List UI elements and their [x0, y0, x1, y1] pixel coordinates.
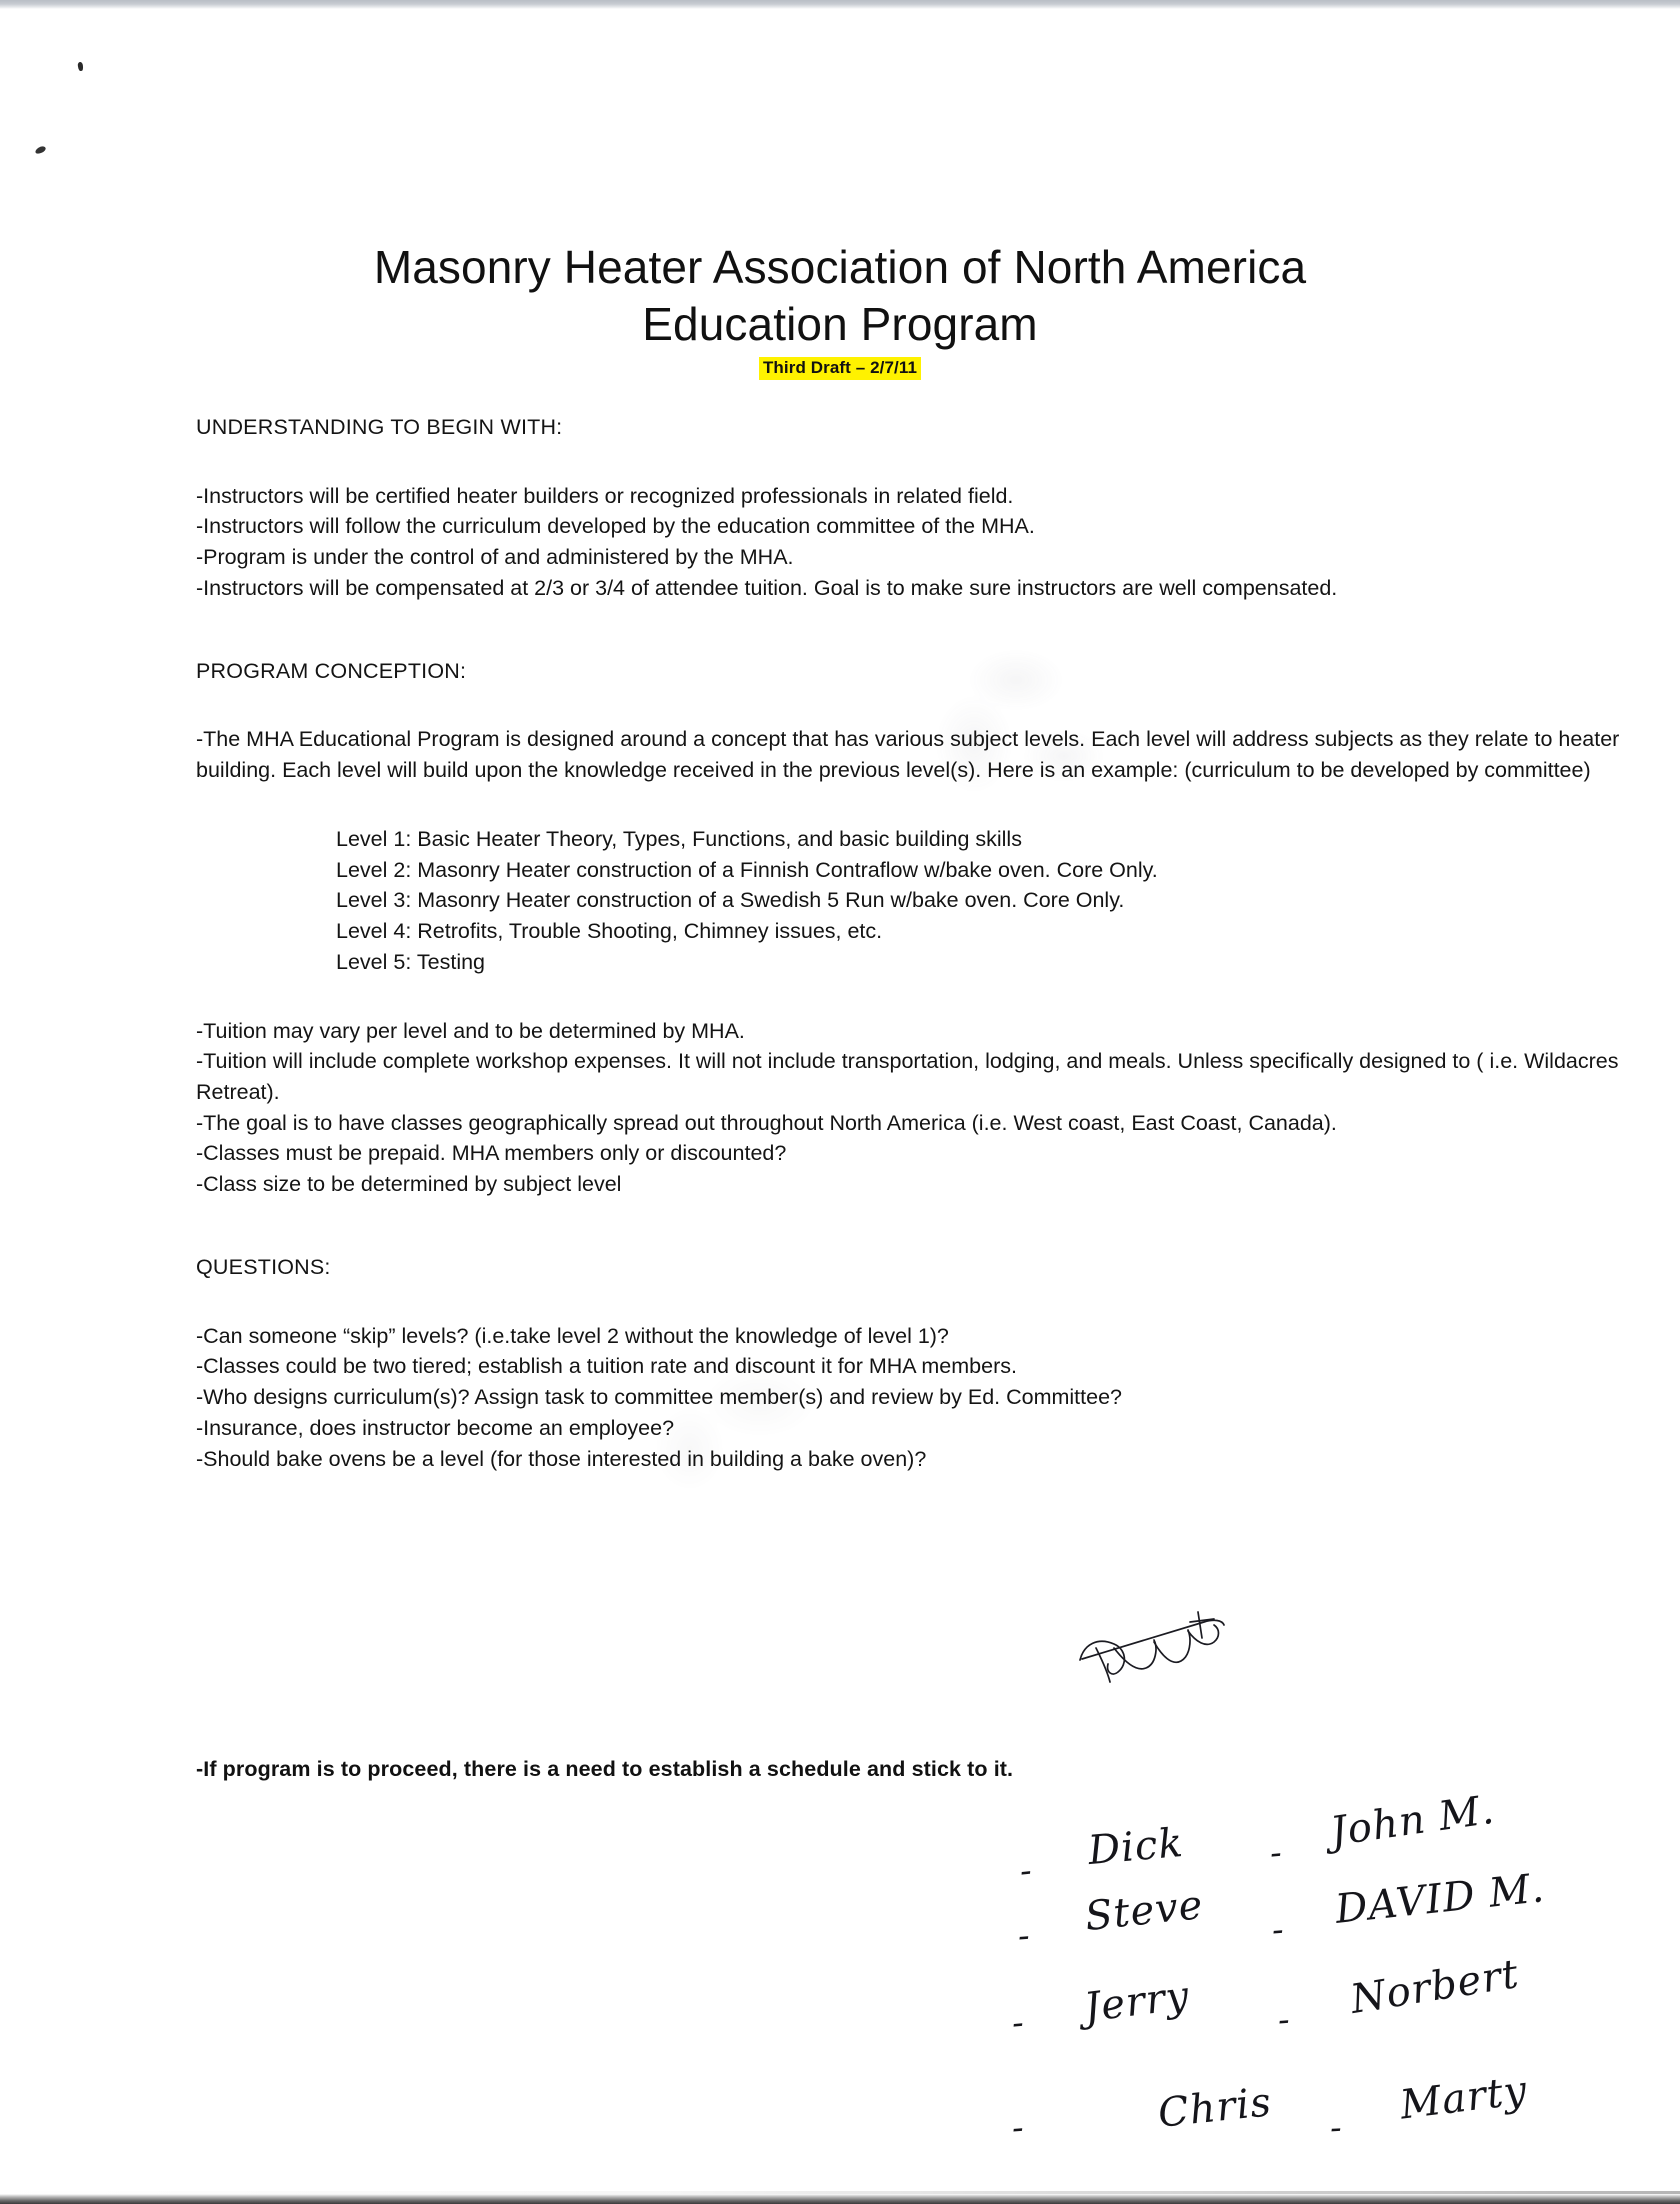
handwritten-dash: - — [1016, 1915, 1031, 1957]
level-list-item: Level 3: Masonry Heater construction of a Swedish 5 Run w/bake oven. Core Only. — [336, 888, 1125, 913]
level-list-item: Level 2: Masonry Heater construction of a Finnish Contraflow w/bake oven. Core Only. — [336, 857, 1158, 882]
handwritten-dash: - — [1268, 1832, 1284, 1874]
handwritten-name-john-m: John M. — [1327, 1786, 1498, 1856]
question-bullet: -Insurance, does instructor become an employee? — [196, 1415, 675, 1440]
document-title — [0, 239, 1680, 354]
handwritten-name-norbert: Norbert — [1347, 1951, 1523, 2023]
draft-version-highlight: Third Draft – 2/7/11 — [759, 357, 921, 380]
handwritten-name-steve: Steve — [1082, 1881, 1206, 1941]
ink-speck-artifact — [34, 145, 46, 155]
spacer — [196, 786, 1628, 824]
spacer — [196, 978, 1628, 1016]
section-heading-program-conception: PROGRAM CONCEPTION: — [196, 658, 467, 683]
level-list-item: Level 4: Retrofits, Trouble Shooting, Chimney issues, etc. — [336, 919, 883, 944]
tuition-bullet: -Tuition will include complete workshop expenses. It will not include transportation, lodging, and meals. Unless specifically designed to ( i.e. Wildacres Retreat). — [196, 1049, 1619, 1105]
question-bullet: -Should bake ovens be a level (for those interested in building a bake oven)? — [196, 1446, 927, 1471]
section-heading-questions: QUESTIONS: — [196, 1254, 331, 1279]
handwritten-dash: - — [1328, 2107, 1343, 2149]
level-list — [336, 824, 1628, 978]
spacer — [196, 604, 1628, 656]
tuition-bullet: -Class size to be determined by subject level — [196, 1172, 622, 1197]
spacer — [196, 443, 1628, 481]
level-list-item: Level 5: Testing — [336, 949, 486, 974]
understanding-bullet: -Instructors will be compensated at 2/3 or 3/4 of attendee tuition. Goal is to make sure instructors are well compensated. — [196, 575, 1338, 600]
handwritten-name-jerry: Jerry — [1081, 1972, 1192, 2032]
handwritten-scribble — [1062, 1598, 1252, 1688]
tuition-bullet: -The goal is to have classes geographically spread out throughout North America (i.e. West coast, East Coast, Canada). — [196, 1110, 1337, 1135]
document-title-line-2: Education Program — [642, 298, 1038, 351]
ink-speck-artifact — [77, 62, 83, 72]
handwritten-name-marty: Marty — [1397, 2067, 1530, 2129]
handwritten-dash: - — [1276, 1999, 1291, 2041]
handwritten-dash: - — [1010, 2002, 1026, 2044]
tuition-bullet: -Tuition may vary per level and to be determined by MHA. — [196, 1018, 745, 1043]
handwritten-name-dick: Dick — [1086, 1819, 1186, 1875]
document-title-line-1: Masonry Heater Association of North America — [373, 240, 1307, 293]
scan-top-edge-artifact — [0, 0, 1680, 9]
understanding-bullet: -Program is under the control of and administered by the MHA. — [196, 545, 794, 570]
question-bullet: -Who designs curriculum(s)? Assign task to committee member(s) and review by Ed. Committee? — [196, 1385, 1123, 1410]
spacer — [196, 1200, 1628, 1252]
closing-bold-statement: -If program is to proceed, there is a need to establish a schedule and stick to it. — [196, 1757, 1014, 1781]
program-conception-intro: -The MHA Educational Program is designed around a concept that has various subject levels. Each level will address subjects as they relate to heater building. Each level will build upon the knowledge received in the previous level(s). Here is an example: (curriculum to be developed by committee) — [196, 727, 1620, 783]
question-bullet: -Classes could be two tiered; establish a tuition rate and discount it for MHA members. — [196, 1354, 1017, 1379]
handwritten-dash: - — [1270, 1909, 1285, 1951]
document-body — [196, 412, 1628, 1474]
spacer — [196, 686, 1628, 724]
handwritten-name-chris: Chris — [1155, 2079, 1274, 2137]
question-bullet: -Can someone “skip” levels? (i.e.take level 2 without the knowledge of level 1)? — [196, 1323, 949, 1348]
understanding-bullet: -Instructors will be certified heater builders or recognized professionals in related field. — [196, 483, 1014, 508]
handwritten-dash: - — [1010, 2107, 1025, 2149]
understanding-bullet: -Instructors will follow the curriculum developed by the education committee of the MHA. — [196, 514, 1035, 539]
handwritten-dash: - — [1017, 1850, 1034, 1892]
section-heading-understanding: UNDERSTANDING TO BEGIN WITH: — [196, 415, 563, 439]
handwritten-name-david-m: DAVID M. — [1333, 1865, 1547, 1933]
document-subtitle — [0, 357, 1680, 380]
level-list-item: Level 1: Basic Heater Theory, Types, Functions, and basic building skills — [336, 826, 1022, 851]
tuition-bullet: -Classes must be prepaid. MHA members only or discounted? — [196, 1141, 787, 1166]
scan-bottom-edge-artifact — [0, 2194, 1680, 2204]
spacer — [196, 1283, 1628, 1321]
